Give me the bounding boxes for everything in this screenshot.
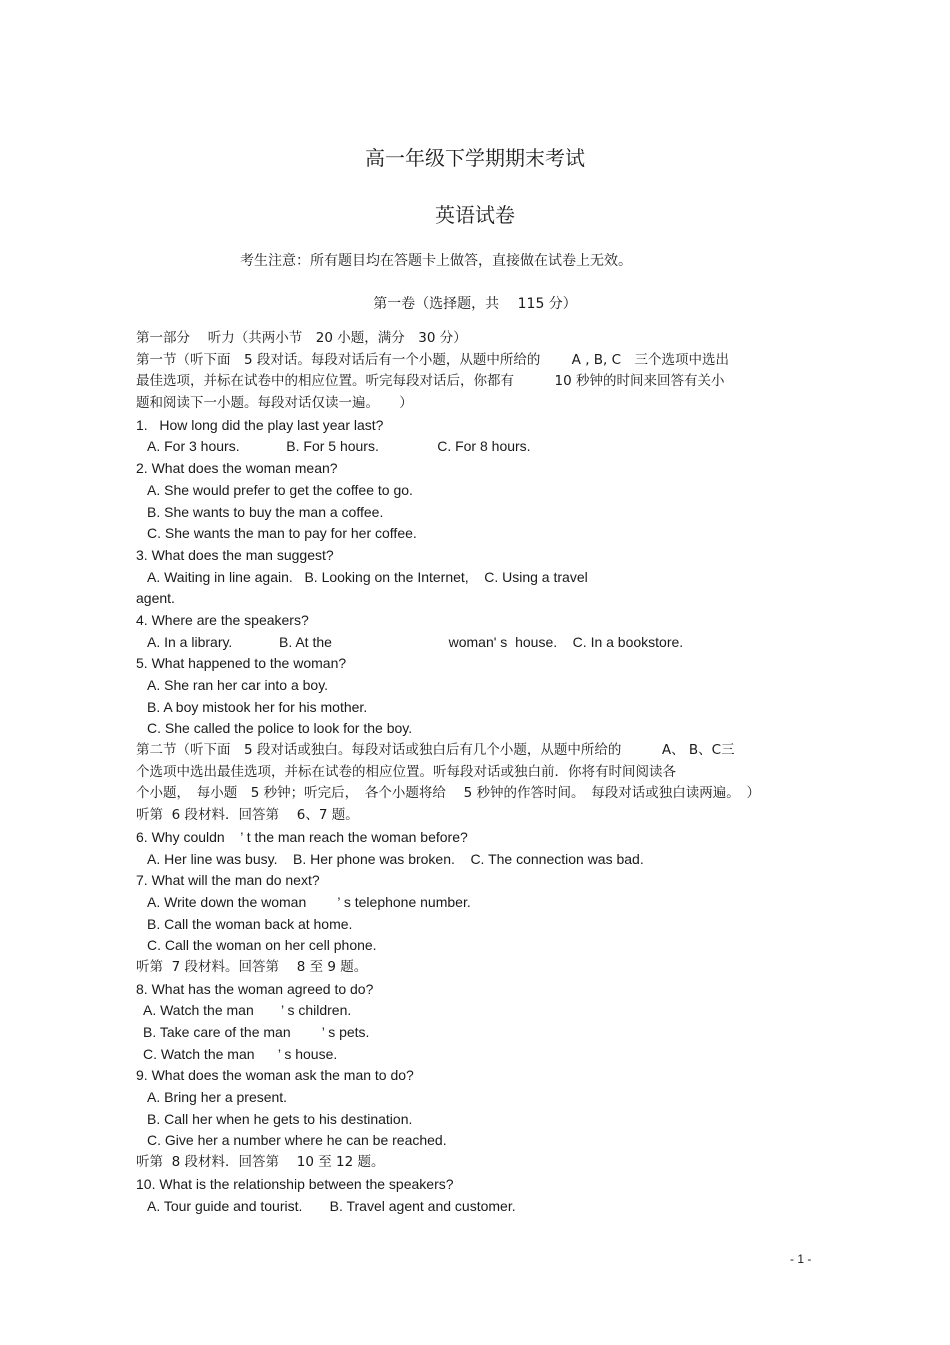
question-9-option-c: C. Give her a number where he can be reached. <box>147 1132 447 1149</box>
section1-instruction-line: 第一节（听下面 5 段对话。每段对话后有一个小题，从题中所给的 A , B, C 三个选项中选出 <box>136 351 730 368</box>
section1-instruction-line: 最佳选项，并标在试卷中的相应位置。听完每段对话后，你都有 10 秒钟的时间来回答有关小 <box>136 373 725 390</box>
question-1-options: A. For 3 hours. B. For 5 hours. C. For 8 hours. <box>147 438 531 455</box>
question-7-option-b: B. Call the woman back at home. <box>147 915 353 932</box>
question-5-option-c: C. She called the police to look for the boy. <box>147 720 413 737</box>
material-7-heading: 听第 7 段材料。回答第 8 至 9 题。 <box>136 958 368 975</box>
question-2-option-c: C. She wants the man to pay for her coffee. <box>147 525 417 542</box>
exam-subtitle: 英语试卷 <box>435 203 515 227</box>
question-9-option-a: A. Bring her a present. <box>147 1089 288 1106</box>
question-8-option-b: B. Take care of the man ’ s pets. <box>143 1024 370 1040</box>
question-8: 8. What has the woman agreed to do? <box>136 980 374 997</box>
section2-instruction-line: 个选项中选出最佳选项，并标在试卷的相应位置。听每段对话或独白前．你将有时间阅读各 <box>136 763 676 780</box>
question-2-option-b: B. She wants to buy the man a coffee. <box>147 503 384 520</box>
question-5-option-b: B. A boy mistook her for his mother. <box>147 698 368 715</box>
question-6: 6. Why couldn ’ t the man reach the woman before? <box>136 828 468 845</box>
question-6-options: A. Her line was busy. B. Her phone was broken. C. The connection was bad. <box>147 850 644 867</box>
question-9: 9. What does the woman ask the man to do? <box>136 1067 414 1084</box>
question-3-options: A. Waiting in line again. B. Looking on the Internet, C. Using a travel <box>147 568 588 585</box>
question-7-option-a: A. Write down the woman ’ s telephone number. <box>147 893 471 910</box>
exam-title: 高一年级下学期期末考试 <box>365 146 585 170</box>
material-6-heading: 听第 6 段材料．回答第 6、7 题。 <box>136 807 359 824</box>
section2-instruction-line: 第二节（听下面 5 段对话或独白。每段对话或独白后有几个小题，从题中所给的 A、 B、C三 <box>136 742 735 759</box>
exam-body <box>136 328 816 1217</box>
question-2-option-a: A. She would prefer to get the coffee to go. <box>147 481 413 498</box>
question-7: 7. What will the man do next? <box>136 872 320 889</box>
section2-instruction-line: 个小题， 每小题 5 秒钟；听完后， 各个小题将给 5 秒钟的作答时间。 每段对话或独白读两遍。 ） <box>136 785 761 802</box>
question-5-option-a: A. She ran her car into a boy. <box>147 677 329 693</box>
material-8-heading: 听第 8 段材料．回答第 10 至 12 题。 <box>136 1154 385 1171</box>
section1-instruction-line: 题和阅读下一小题。每段对话仅读一遍。 ） <box>136 395 413 412</box>
question-4: 4. Where are the speakers? <box>136 611 309 628</box>
question-8-option-c: C. Watch the man ’ s house. <box>143 1045 338 1062</box>
page-number: - 1 - <box>790 1252 812 1266</box>
question-4-options: A. In a library. B. At the woman' s house. C. In a bookstore. <box>147 633 684 650</box>
question-8-option-a: A. Watch the man ’ s children. <box>143 1002 352 1019</box>
question-5: 5. What happened to the woman? <box>136 655 347 672</box>
question-7-option-c: C. Call the woman on her cell phone. <box>147 937 377 954</box>
question-2: 2. What does the woman mean? <box>136 460 338 477</box>
volume-heading: 第一卷（选择题，共 115 分） <box>373 296 577 312</box>
question-9-option-b: B. Call her when he gets to his destination. <box>147 1110 413 1127</box>
question-10: 10. What is the relationship between the speakers? <box>136 1175 454 1192</box>
question-10-options: A. Tour guide and tourist. B. Travel agent and customer. <box>147 1197 516 1214</box>
question-1: 1. How long did the play last year last? <box>136 416 384 433</box>
exam-notice: 考生注意：所有题目均在答题卡上做答，直接做在试卷上无效。 <box>240 253 632 269</box>
question-3-options-tail: agent. <box>136 590 175 607</box>
question-3: 3. What does the man suggest? <box>136 546 334 563</box>
part1-heading: 第一部分 听力（共两小节 20 小题，满分 30 分） <box>136 330 467 346</box>
